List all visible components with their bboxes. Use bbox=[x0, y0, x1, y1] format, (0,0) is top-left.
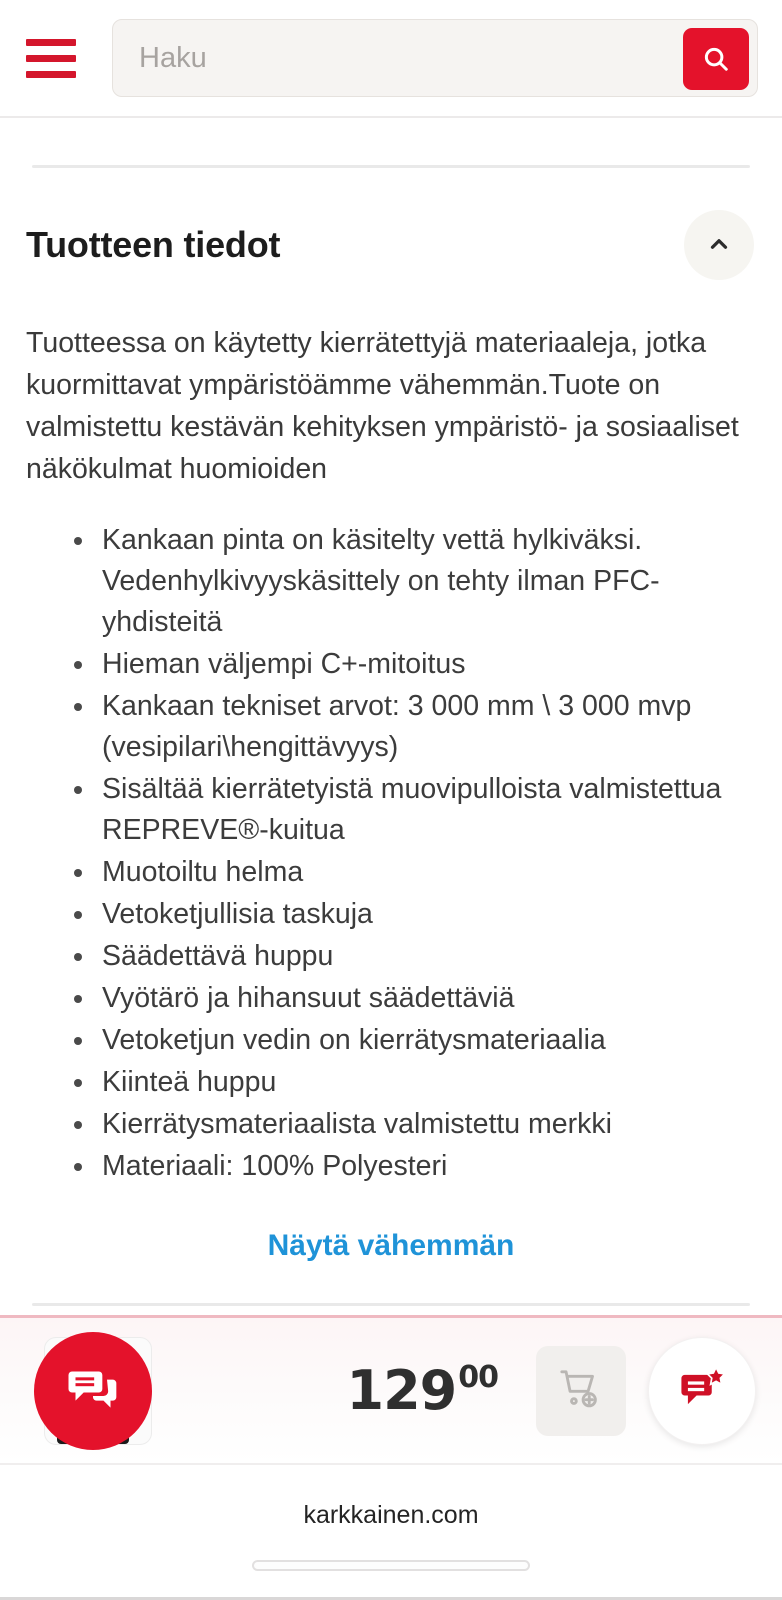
hamburger-line bbox=[26, 71, 76, 78]
feature-list bbox=[24, 520, 758, 1187]
cart-add-icon bbox=[558, 1366, 604, 1415]
list-item: Muotoiltu helma bbox=[100, 852, 758, 893]
list-item: Sisältää kierrätetyistä muovipulloista valmistettua REPREVE®-kuitua bbox=[100, 769, 758, 851]
list-item: Vyötärö ja hihansuut säädettäviä bbox=[100, 978, 758, 1019]
search-icon bbox=[701, 44, 731, 74]
price-cents: 00 bbox=[458, 1360, 498, 1395]
show-less-row bbox=[24, 1229, 758, 1263]
list-item: Materiaali: 100% Polyesteri bbox=[100, 1146, 758, 1187]
chat-support-button[interactable] bbox=[34, 1332, 152, 1450]
search-bar[interactable] bbox=[112, 19, 758, 97]
hamburger-menu-icon[interactable] bbox=[20, 34, 82, 82]
list-item: Vetoketjullisia taskuja bbox=[100, 894, 758, 935]
sticky-purchase-bar bbox=[0, 1315, 782, 1463]
home-indicator[interactable] bbox=[252, 1560, 530, 1571]
chat-bubble-icon bbox=[65, 1361, 121, 1420]
page-domain: karkkainen.com bbox=[303, 1501, 479, 1529]
chat-star-icon bbox=[676, 1363, 728, 1418]
list-item: Vetoketjun vedin on kierrätysmateriaalia bbox=[100, 1020, 758, 1061]
product-details-header[interactable] bbox=[24, 168, 758, 280]
list-item: Hieman väljempi C+-mitoitus bbox=[100, 644, 758, 685]
reviews-button[interactable] bbox=[648, 1337, 756, 1445]
list-item: Kankaan pinta on käsitelty vettä hylkiväksi. Vedenhylkivyyskäsittely on tehty ilman PFC-yhdisteitä bbox=[100, 520, 758, 643]
site-header bbox=[0, 0, 782, 118]
price-main: 129 bbox=[346, 1359, 457, 1422]
list-item: Kierrätysmateriaalista valmistettu merkki bbox=[100, 1104, 758, 1145]
search-button[interactable] bbox=[683, 28, 749, 90]
search-input[interactable] bbox=[113, 20, 757, 96]
product-description: Tuotteessa on käytetty kierrätettyjä materiaaleja, jotka kuormittavat ympäristöämme vähemmän.Tuote on valmistettu kestävän kehityksen ympäristö- ja sosiaaliset näkökulmat huomioiden bbox=[26, 327, 739, 485]
browser-footer bbox=[0, 1463, 782, 1600]
page-title: Tuotteen tiedot bbox=[26, 224, 281, 265]
product-price bbox=[347, 1359, 498, 1422]
collapse-toggle-button[interactable] bbox=[684, 210, 754, 280]
hamburger-line bbox=[26, 55, 76, 62]
list-item: Kiinteä huppu bbox=[100, 1062, 758, 1103]
list-item: Säädettävä huppu bbox=[100, 936, 758, 977]
show-less-button[interactable]: Näytä vähemmän bbox=[267, 1229, 515, 1262]
list-item: Kankaan tekniset arvot: 3 000 mm \ 3 000 mvp (vesipilari\hengittävyys) bbox=[100, 686, 758, 768]
add-to-cart-button[interactable] bbox=[536, 1346, 626, 1436]
hamburger-line bbox=[26, 39, 76, 46]
chevron-up-icon bbox=[706, 231, 732, 260]
